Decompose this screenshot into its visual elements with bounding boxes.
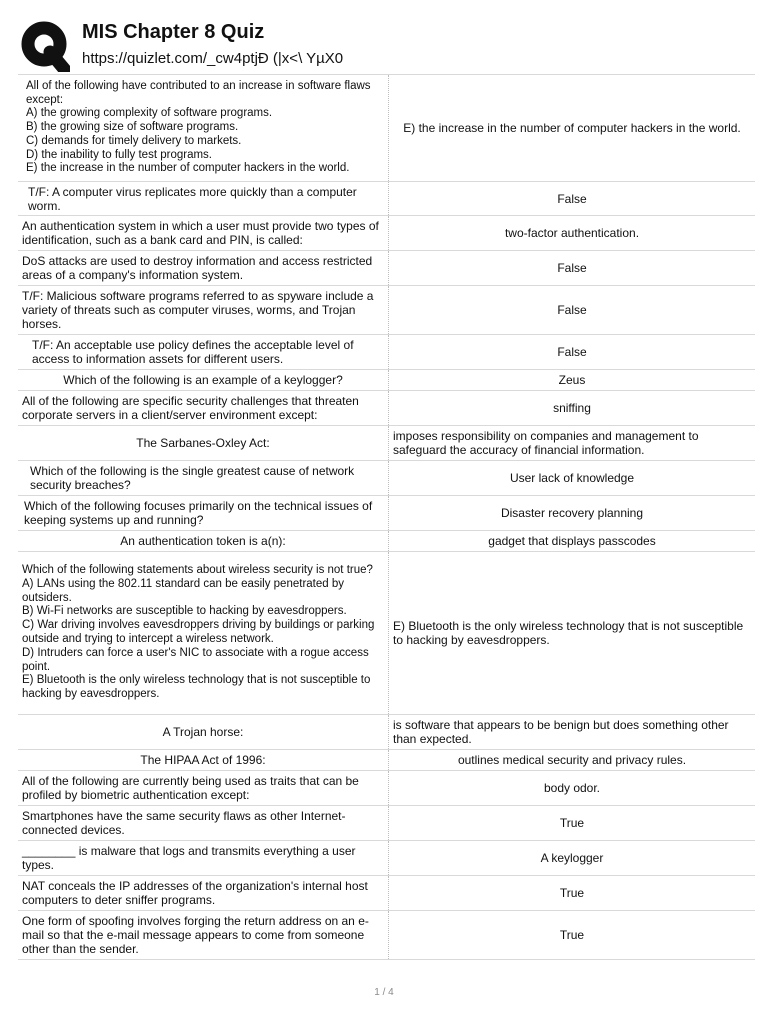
table-row [18, 75, 755, 182]
answer-cell: Disaster recovery planning [389, 496, 756, 531]
question-cell: T/F: A computer virus replicates more quickly than a computer worm. [18, 182, 389, 216]
answer-cell: imposes responsibility on companies and management to safeguard the accuracy of financial information. [389, 426, 756, 461]
question-cell: All of the following are currently being used as traits that can be profiled by biometric authentication except: [18, 771, 389, 806]
table-row [18, 806, 755, 841]
table-row [18, 911, 755, 960]
answer-cell: gadget that displays passcodes [389, 531, 756, 552]
answer-cell: Zeus [389, 370, 756, 391]
table-row [18, 461, 755, 496]
answer-cell: True [389, 876, 756, 911]
table-row [18, 251, 755, 286]
source-url: https://quizlet.com/_cw4ptjĐ (|x<\ YµX0 [82, 50, 344, 67]
table-row [18, 552, 755, 715]
question-cell: Smartphones have the same security flaws as other Internet-connected devices. [18, 806, 389, 841]
question-cell: All of the following have contributed to an increase in software flaws except: A) the growing complexity of software programs. B) the growing size of software programs. C) demands for timely delivery to markets. D) the inability to fully test programs. E) the increase in the number of computer hackers in the world. [18, 75, 389, 182]
table-row [18, 335, 755, 370]
question-cell: All of the following are specific security challenges that threaten corporate servers in a client/server environment except: [18, 391, 389, 426]
answer-cell: False [389, 182, 756, 216]
table-row [18, 286, 755, 335]
answer-cell: True [389, 911, 756, 960]
answer-cell: E) Bluetooth is the only wireless technology that is not susceptible to hacking by eavesdroppers. [389, 552, 756, 715]
table-row [18, 370, 755, 391]
table-row [18, 496, 755, 531]
table-row [18, 715, 755, 750]
answer-cell: False [389, 251, 756, 286]
answer-cell: False [389, 286, 756, 335]
question-cell: T/F: An acceptable use policy defines the acceptable level of access to information assets for different users. [18, 335, 389, 370]
question-cell: The Sarbanes-Oxley Act: [18, 426, 389, 461]
question-cell: The HIPAA Act of 1996: [18, 750, 389, 771]
table-row [18, 841, 755, 876]
answer-cell: is software that appears to be benign but does something other than expected. [389, 715, 756, 750]
page-header [20, 16, 750, 74]
answer-cell: sniffing [389, 391, 756, 426]
question-cell: DoS attacks are used to destroy information and access restricted areas of a company's information system. [18, 251, 389, 286]
table-row [18, 771, 755, 806]
question-cell: Which of the following is an example of a keylogger? [18, 370, 389, 391]
question-cell: Which of the following is the single greatest cause of network security breaches? [18, 461, 389, 496]
question-cell: NAT conceals the IP addresses of the organization's internal host computers to deter sniffer programs. [18, 876, 389, 911]
table-row [18, 750, 755, 771]
table-row [18, 391, 755, 426]
question-cell: An authentication system in which a user must provide two types of identification, such as a bank card and PIN, is called: [18, 216, 389, 251]
table-row [18, 216, 755, 251]
answer-cell: E) the increase in the number of computer hackers in the world. [389, 75, 756, 182]
answer-cell: body odor. [389, 771, 756, 806]
question-cell: An authentication token is a(n): [18, 531, 389, 552]
table-row [18, 876, 755, 911]
question-cell: Which of the following focuses primarily on the technical issues of keeping systems up and running? [18, 496, 389, 531]
table-row [18, 531, 755, 552]
page-title: MIS Chapter 8 Quiz [82, 21, 265, 43]
question-cell: A Trojan horse: [18, 715, 389, 750]
table-row [18, 182, 755, 216]
question-cell: Which of the following statements about wireless security is not true? A) LANs using the 802.11 standard can be easily penetrated by outsiders. B) Wi-Fi networks are susceptible to hacking by eavesdroppers. C) War driving involves eavesdroppers driving by buildings or parking outside and trying to intercept a wireless network. D) Intruders can force a user's NIC to associate with a rogue access point. E) Bluetooth is the only wireless technology that is not susceptible to hacking by eavesdroppers. [18, 552, 389, 715]
answer-cell: outlines medical security and privacy rules. [389, 750, 756, 771]
question-cell: One form of spoofing involves forging the return address on an e-mail so that the e-mail message appears to come from someone other than the sender. [18, 911, 389, 960]
answer-cell: two-factor authentication. [389, 216, 756, 251]
question-cell: T/F: Malicious software programs referred to as spyware include a variety of threats such as computer viruses, worms, and Trojan horses. [18, 286, 389, 335]
answer-cell: A keylogger [389, 841, 756, 876]
answer-cell: User lack of knowledge [389, 461, 756, 496]
question-cell: ________ is malware that logs and transmits everything a user types. [18, 841, 389, 876]
quizlet-logo-icon [20, 20, 70, 72]
page-number: 1 / 4 [374, 987, 394, 998]
answer-cell: False [389, 335, 756, 370]
answer-cell: True [389, 806, 756, 841]
flashcard-table [18, 74, 755, 960]
table-row [18, 426, 755, 461]
